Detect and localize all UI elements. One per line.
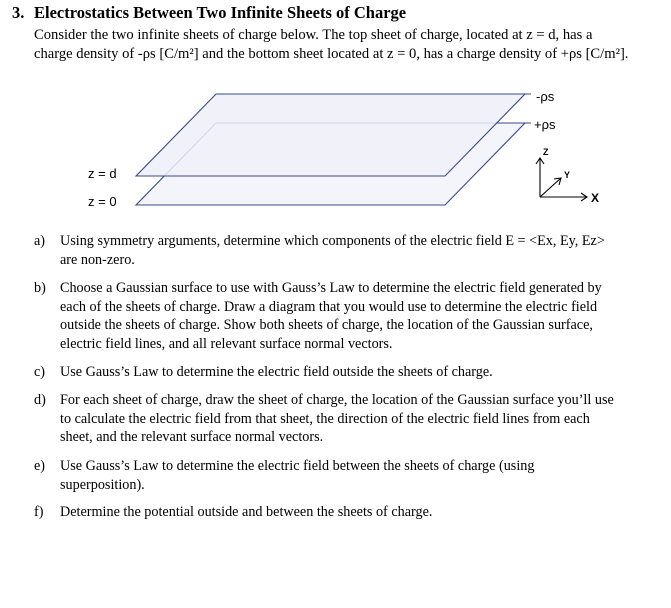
top-charge-label: -ρs bbox=[536, 89, 555, 104]
bottom-charge-label: +ρs bbox=[534, 117, 556, 132]
problem-number: 3. bbox=[12, 3, 25, 22]
part-b bbox=[34, 279, 666, 353]
part-line: each of the sheets of charge. Draw a diagram that you would use to determine the electric field bbox=[60, 298, 598, 315]
part-line: sheet, and the relevant surface normal vectors. bbox=[60, 429, 324, 445]
part-a bbox=[34, 232, 666, 269]
intro-line: Consider the two infinite sheets of charge below. The top sheet of charge, located at z = d, has a bbox=[34, 27, 593, 43]
part-label: f) bbox=[34, 504, 44, 520]
part-e bbox=[34, 457, 666, 494]
sheets-figure bbox=[75, 85, 615, 215]
part-line: Use Gauss’s Law to determine the electric field between the sheets of charge (using bbox=[60, 458, 535, 474]
problem-title: Electrostatics Between Two Infinite Sheets of Charge bbox=[34, 3, 407, 22]
y-axis-label: Y bbox=[564, 170, 571, 180]
part-line: Determine the potential outside and between the sheets of charge. bbox=[60, 504, 433, 520]
part-label: b) bbox=[34, 280, 46, 296]
z-axis-label: Z bbox=[543, 147, 549, 157]
part-c bbox=[34, 363, 666, 382]
part-line: Use Gauss’s Law to determine the electric field outside the sheets of charge. bbox=[60, 364, 493, 380]
part-line: superposition). bbox=[60, 476, 145, 493]
part-label: a) bbox=[34, 233, 46, 249]
x-axis-label: X bbox=[591, 191, 600, 205]
part-line: outside the sheets of charge. Show both sheets of charge, the location of the Gaussian surface, bbox=[60, 317, 593, 333]
problem-heading bbox=[12, 3, 662, 23]
part-f bbox=[34, 503, 666, 522]
z-bottom-label: z = 0 bbox=[88, 194, 117, 209]
part-line: Using symmetry arguments, determine which components of the electric field E = <Ex, Ey, Ez> bbox=[60, 233, 605, 249]
part-line: Choose a Gaussian surface to use with Gauss’s Law to determine the electric field generated by bbox=[60, 280, 602, 296]
z-top-label: z = d bbox=[88, 166, 117, 181]
intro-line: charge density of -ρs [C/m²] and the bottom sheet located at z = 0, has a charge density of +ρs [C/m²]. bbox=[34, 46, 629, 62]
part-line: are non-zero. bbox=[60, 251, 135, 268]
part-line: For each sheet of charge, draw the sheet of charge, the location of the Gaussian surface you’ll use bbox=[60, 392, 614, 408]
part-d bbox=[34, 391, 666, 447]
part-line: to calculate the electric field from that sheet, the direction of the electric field lines from each bbox=[60, 410, 590, 427]
sheets-diagram bbox=[75, 85, 615, 215]
y-axis bbox=[540, 178, 561, 197]
part-label: c) bbox=[34, 364, 46, 380]
axes-icon bbox=[536, 158, 587, 201]
part-label: d) bbox=[34, 392, 46, 408]
part-label: e) bbox=[34, 458, 46, 474]
problem-intro bbox=[34, 26, 664, 64]
part-line: electric field lines, and all relevant surface normal vectors. bbox=[60, 335, 393, 352]
